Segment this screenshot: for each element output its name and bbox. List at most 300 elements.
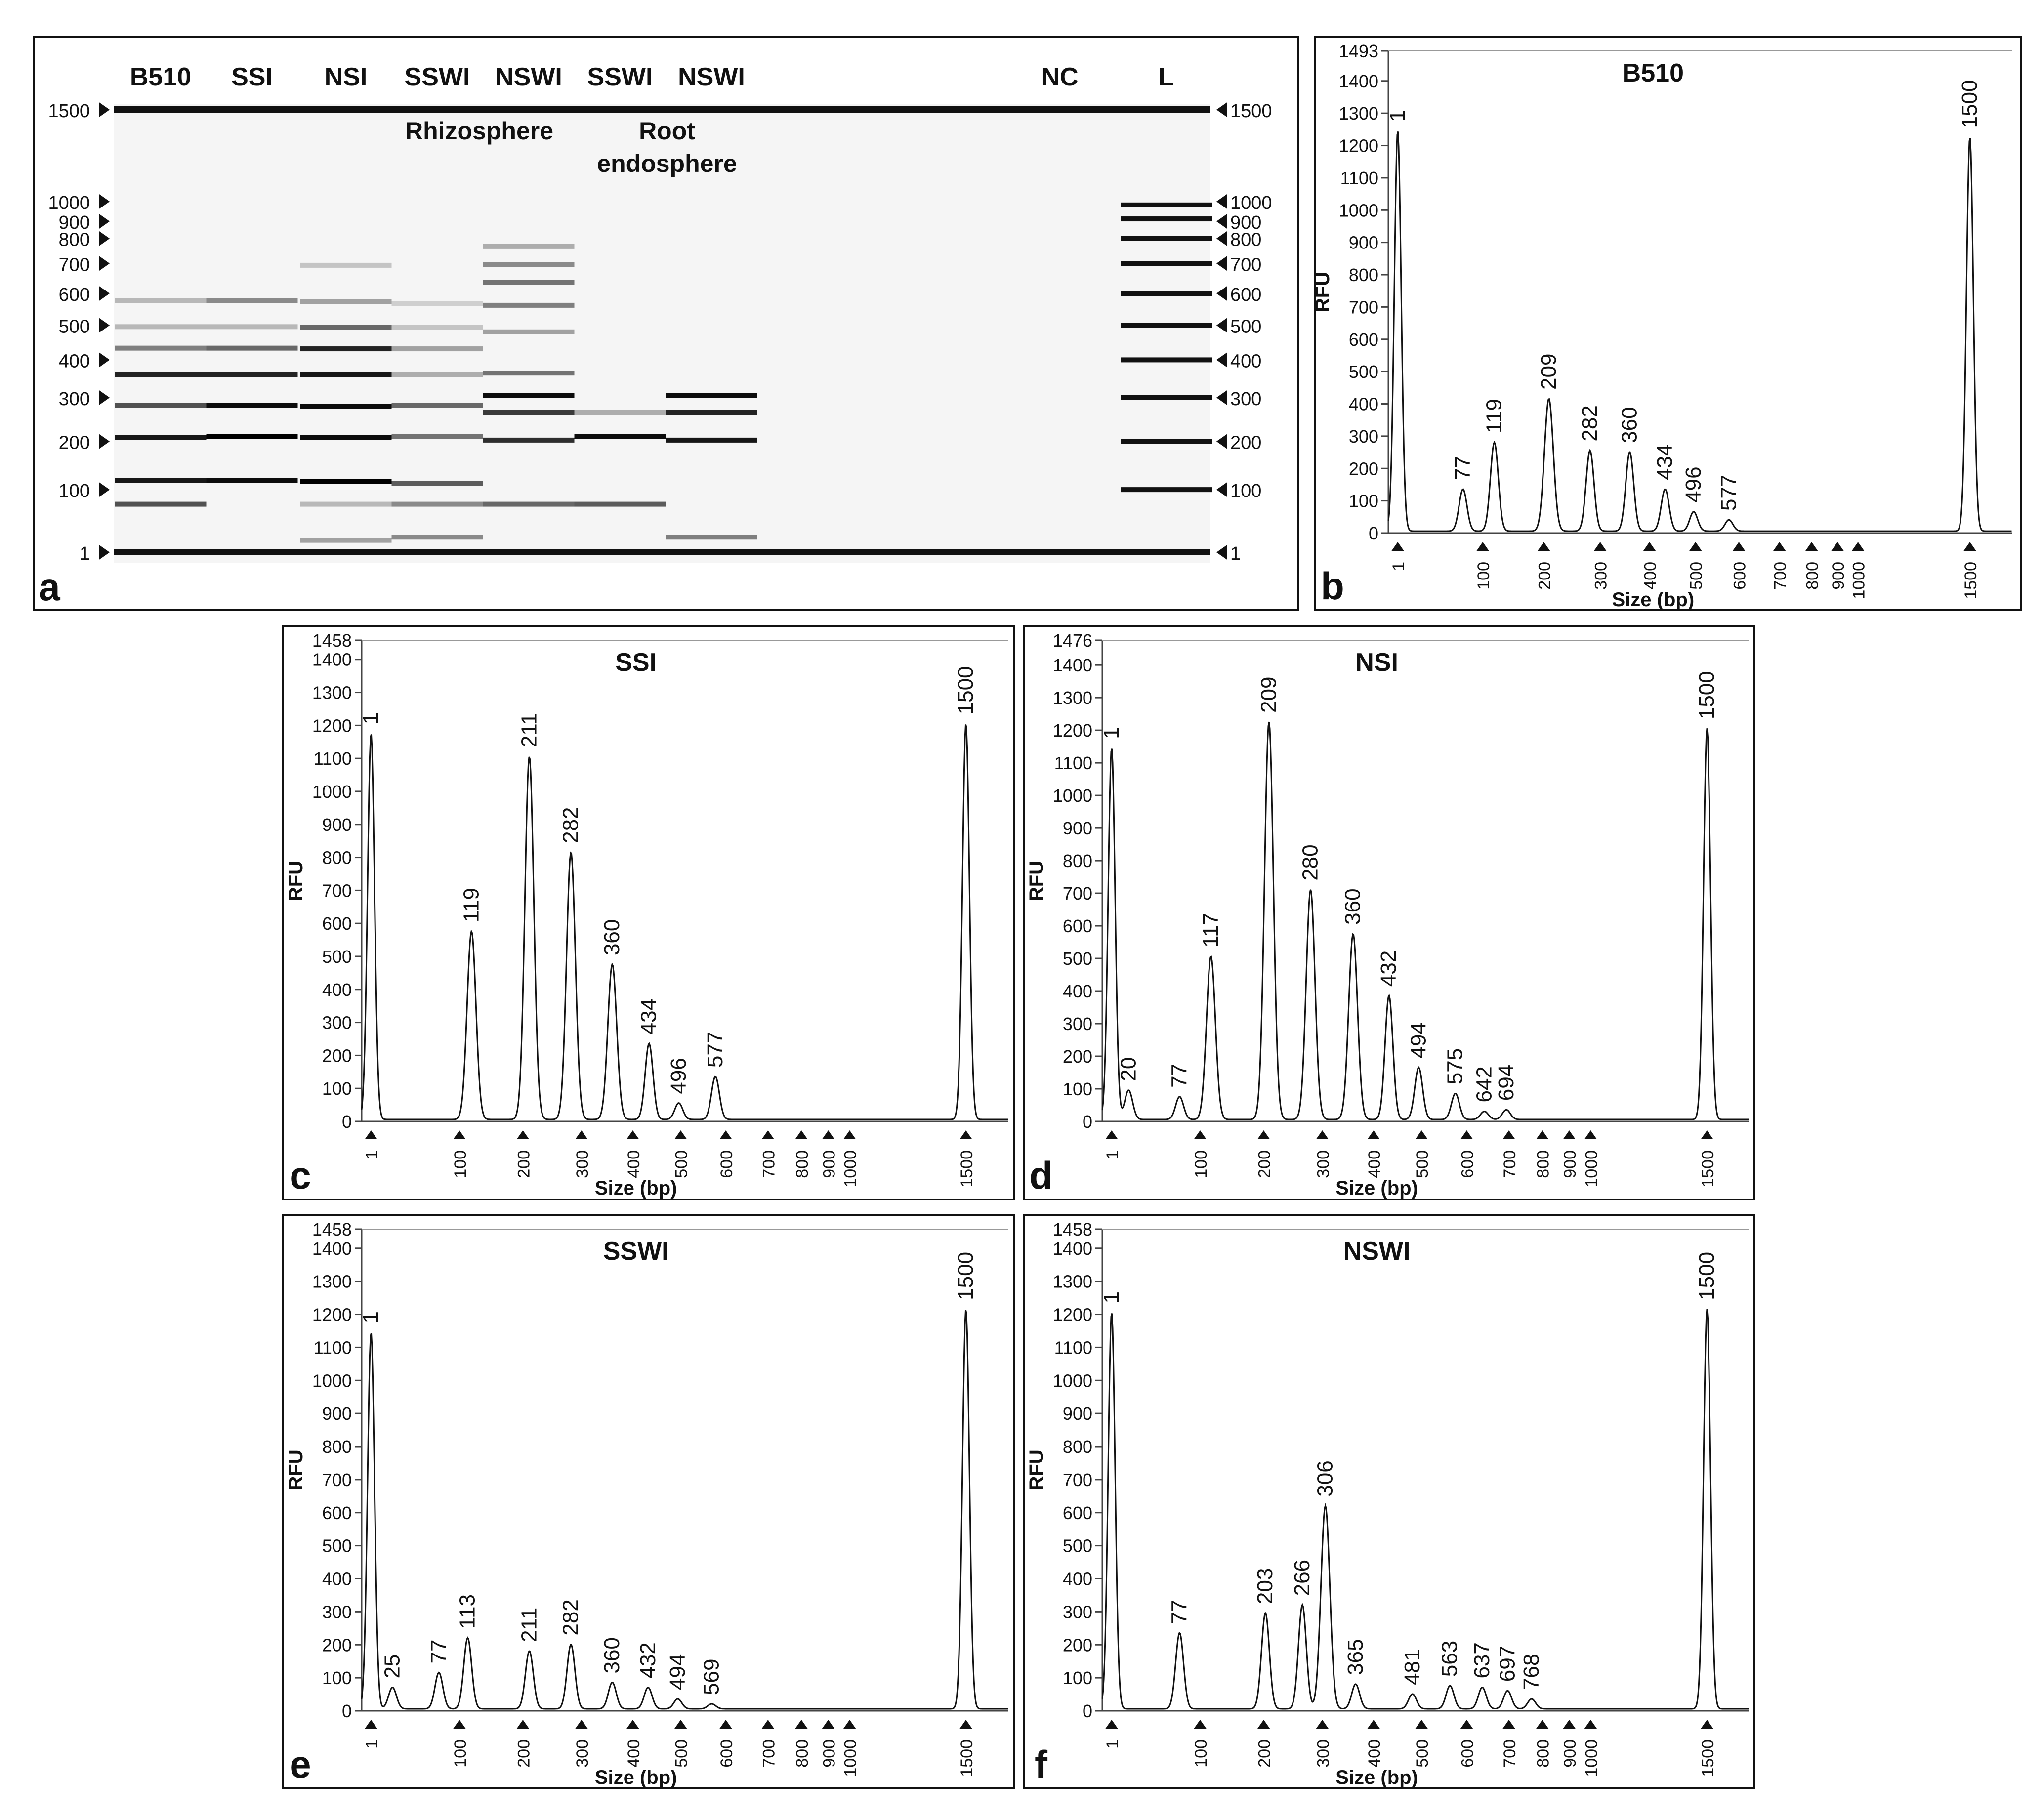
y-tick-label: 1400 xyxy=(1052,1238,1092,1259)
y-tick-label: 1100 xyxy=(313,1337,352,1358)
gel-band xyxy=(575,502,666,507)
size-mark-right: 900 xyxy=(1230,212,1262,234)
lane-label: L xyxy=(1158,63,1174,91)
size-mark-left: 600 xyxy=(58,285,90,306)
size-mark-left: 400 xyxy=(58,351,90,372)
size-mark-right: 200 xyxy=(1230,432,1262,454)
peak-label: 203 xyxy=(1253,1568,1278,1605)
gel-band xyxy=(575,434,666,439)
peak-label: 113 xyxy=(455,1594,480,1629)
x-tick-label: 1500 xyxy=(958,1150,976,1188)
peak-label: 211 xyxy=(517,1607,542,1642)
peak-label: 637 xyxy=(1470,1642,1495,1679)
size-mark-right: 800 xyxy=(1230,229,1262,250)
panel-letter: c xyxy=(290,1154,311,1197)
peak-label: 697 xyxy=(1495,1645,1520,1682)
y-tick-label: 1100 xyxy=(1340,167,1378,188)
gel-band xyxy=(207,478,298,483)
peak-label: 1 xyxy=(359,1311,383,1324)
y-tick-label: 100 xyxy=(1348,491,1378,511)
x-tick-label: 1000 xyxy=(1582,1150,1601,1188)
x-tick-label: 800 xyxy=(1534,1150,1553,1178)
y-max-label: 1458 xyxy=(1052,1219,1092,1240)
x-tick-label: 200 xyxy=(1255,1150,1274,1178)
peak-label: 1500 xyxy=(954,1251,978,1300)
x-tick-label: 900 xyxy=(1561,1739,1580,1768)
x-tick-label: 200 xyxy=(514,1739,534,1768)
peak-label: 577 xyxy=(703,1031,727,1068)
peak-label: 496 xyxy=(1681,466,1706,503)
x-tick-label: 900 xyxy=(1829,562,1848,590)
y-axis-label: RFU xyxy=(1312,271,1334,313)
peak-label: 1500 xyxy=(954,666,978,715)
y-tick-label: 1200 xyxy=(1338,135,1378,156)
x-tick-label: 300 xyxy=(1314,1150,1333,1178)
x-tick-label: 700 xyxy=(1771,562,1790,590)
y-tick-label: 1400 xyxy=(1052,655,1092,676)
y-tick-label: 1200 xyxy=(312,715,352,736)
size-mark-left: 200 xyxy=(58,432,90,454)
peak-label: 209 xyxy=(1256,676,1281,713)
panel-frame xyxy=(283,1215,1014,1788)
x-tick-label: 500 xyxy=(1413,1150,1432,1178)
x-tick-label: 400 xyxy=(1365,1739,1384,1768)
x-tick-label: 100 xyxy=(1192,1739,1211,1768)
peak-label: 432 xyxy=(635,1642,660,1679)
peak-label: 481 xyxy=(1400,1649,1424,1685)
peak-label: 119 xyxy=(459,888,484,923)
peak-label: 768 xyxy=(1519,1654,1544,1690)
peak-label: 25 xyxy=(380,1654,405,1679)
peak-label: 1 xyxy=(359,712,383,725)
peak-label: 117 xyxy=(1198,912,1223,948)
y-tick-label: 1100 xyxy=(1054,1337,1092,1358)
size-mark-left: 1 xyxy=(79,543,90,564)
chart-title: SSI xyxy=(615,648,657,677)
peak-label: 494 xyxy=(665,1654,690,1690)
gel-band xyxy=(392,325,483,330)
x-tick-label: 900 xyxy=(820,1150,839,1178)
y-tick-label: 400 xyxy=(1348,394,1378,414)
x-tick-label: 400 xyxy=(624,1150,643,1178)
lane-label: NSI xyxy=(324,63,368,91)
gel-band xyxy=(392,535,483,539)
y-tick-label: 700 xyxy=(322,1469,352,1490)
lane-label: NSWI xyxy=(678,63,745,91)
x-tick-label: 1500 xyxy=(958,1739,976,1777)
y-axis-label: RFU xyxy=(285,860,307,902)
y-max-label: 1458 xyxy=(312,630,352,651)
x-tick-label: 1 xyxy=(363,1739,381,1749)
x-tick-label: 100 xyxy=(451,1739,470,1768)
peak-label: 434 xyxy=(1653,444,1677,481)
x-tick-label: 300 xyxy=(573,1150,592,1178)
x-tick-label: 1000 xyxy=(841,1150,860,1188)
sample-group-label: Rhizosphere xyxy=(405,117,554,145)
y-tick-label: 800 xyxy=(322,847,352,868)
ladder-band xyxy=(1121,291,1212,296)
chart-title: B510 xyxy=(1622,59,1684,87)
gel-band xyxy=(483,262,575,267)
x-tick-label: 200 xyxy=(1255,1739,1274,1768)
ladder-band xyxy=(1121,216,1212,221)
x-tick-label: 400 xyxy=(624,1739,643,1768)
peak-label: 360 xyxy=(1617,407,1642,443)
gel-band xyxy=(392,301,483,306)
x-tick-label: 700 xyxy=(1500,1739,1519,1768)
size-mark-left: 800 xyxy=(58,229,90,250)
electropherogram-b xyxy=(1312,37,2021,611)
x-tick-label: 1000 xyxy=(1849,562,1869,599)
y-max-label: 1476 xyxy=(1052,630,1092,651)
upper-marker-band xyxy=(114,106,1210,113)
x-tick-label: 200 xyxy=(1535,562,1554,590)
peak-label: 1 xyxy=(1099,1291,1124,1304)
x-tick-label: 100 xyxy=(1474,562,1494,590)
y-tick-label: 800 xyxy=(1062,851,1092,871)
electropherogram-f xyxy=(1024,1215,1754,1788)
peak-label: 1500 xyxy=(1958,80,1982,128)
y-tick-label: 1100 xyxy=(1054,753,1092,774)
peak-label: 569 xyxy=(699,1658,724,1695)
peak-label: 575 xyxy=(1443,1048,1467,1085)
peak-label: 266 xyxy=(1290,1559,1314,1596)
gel-band xyxy=(207,324,298,329)
sample-group-label: Root xyxy=(639,117,695,145)
y-tick-label: 1200 xyxy=(1052,1304,1092,1325)
chart-title: NSWI xyxy=(1343,1237,1411,1266)
y-tick-label: 400 xyxy=(1062,1569,1092,1589)
y-tick-label: 300 xyxy=(1062,1014,1092,1034)
y-tick-label: 1000 xyxy=(1052,1370,1092,1391)
gel-band xyxy=(666,393,757,398)
size-mark-right: 100 xyxy=(1230,481,1262,502)
y-tick-label: 0 xyxy=(1368,523,1378,543)
y-tick-label: 800 xyxy=(1348,265,1378,286)
panel-frame xyxy=(1024,1215,1754,1788)
x-tick-label: 1 xyxy=(363,1150,381,1159)
x-tick-label: 600 xyxy=(717,1739,736,1768)
y-axis-label: RFU xyxy=(1026,1449,1047,1490)
size-mark-left: 300 xyxy=(58,388,90,410)
lane-label: SSWI xyxy=(587,63,653,91)
gel-band xyxy=(300,479,392,484)
gel-band xyxy=(300,299,392,304)
peak-label: 1 xyxy=(1099,727,1124,739)
gel-band xyxy=(300,325,392,330)
peak-label: 434 xyxy=(636,998,661,1035)
gel-band xyxy=(300,263,392,268)
size-mark-right: 600 xyxy=(1230,285,1262,306)
ladder-band xyxy=(1121,261,1212,266)
peak-label: 77 xyxy=(1167,1600,1192,1624)
y-tick-label: 600 xyxy=(1062,1502,1092,1523)
y-tick-label: 1200 xyxy=(1052,720,1092,741)
x-tick-label: 700 xyxy=(759,1150,779,1178)
chart-title: SSWI xyxy=(603,1237,669,1266)
gel-band xyxy=(392,372,483,377)
x-tick-label: 800 xyxy=(1534,1739,1553,1768)
y-tick-label: 1300 xyxy=(1052,688,1092,708)
panel-frame xyxy=(1024,626,1754,1200)
gel-band xyxy=(207,434,298,439)
peak-label: 77 xyxy=(1167,1063,1192,1088)
y-tick-label: 100 xyxy=(322,1668,352,1689)
y-max-label: 1458 xyxy=(312,1219,352,1240)
size-mark-right: 500 xyxy=(1230,316,1262,337)
size-mark-left: 500 xyxy=(58,316,90,337)
x-tick-label: 800 xyxy=(792,1150,812,1178)
ladder-band xyxy=(1121,357,1212,362)
panel-letter: a xyxy=(39,565,60,609)
ladder-band xyxy=(1121,203,1212,207)
lane-label: SSI xyxy=(231,63,273,91)
size-mark-left: 900 xyxy=(58,212,90,234)
gel-band xyxy=(300,346,392,351)
gel-band xyxy=(207,372,298,377)
gel-band xyxy=(115,478,207,483)
x-tick-label: 600 xyxy=(1458,1150,1477,1178)
y-tick-label: 0 xyxy=(341,1701,352,1721)
y-tick-label: 500 xyxy=(322,946,352,967)
peak-label: 306 xyxy=(1313,1460,1337,1497)
gel-band xyxy=(115,346,207,351)
y-tick-label: 700 xyxy=(1062,883,1092,904)
gel-band xyxy=(115,403,207,408)
y-max-label: 1493 xyxy=(1338,41,1378,61)
gel-band xyxy=(666,438,757,443)
size-mark-right: 1 xyxy=(1230,543,1241,564)
x-tick-label: 1500 xyxy=(1699,1150,1717,1188)
y-tick-label: 900 xyxy=(322,814,352,835)
x-tick-label: 300 xyxy=(1314,1739,1333,1768)
panel-letter: d xyxy=(1029,1154,1053,1197)
sample-group-label: endosphere xyxy=(597,150,737,177)
peak-label: 77 xyxy=(426,1639,451,1664)
y-tick-label: 600 xyxy=(322,1502,352,1523)
x-tick-label: 500 xyxy=(1413,1739,1432,1768)
peak-label: 282 xyxy=(558,1599,583,1636)
x-tick-label: 1500 xyxy=(1961,562,1980,599)
peak-label: 432 xyxy=(1376,950,1401,987)
y-tick-label: 200 xyxy=(1348,458,1378,479)
panel-letter: e xyxy=(290,1742,311,1786)
x-axis-label: Size (bp) xyxy=(1335,1177,1418,1199)
y-tick-label: 300 xyxy=(1062,1602,1092,1622)
ladder-band xyxy=(1121,236,1212,241)
y-tick-label: 300 xyxy=(322,1602,352,1622)
size-mark-left: 700 xyxy=(58,254,90,276)
gel-band xyxy=(300,435,392,440)
y-axis-label: RFU xyxy=(1026,860,1047,902)
y-axis-label: RFU xyxy=(285,1449,307,1490)
y-tick-label: 500 xyxy=(322,1535,352,1556)
size-mark-right: 1000 xyxy=(1230,192,1272,213)
gel-band xyxy=(115,324,207,329)
x-tick-label: 300 xyxy=(573,1739,592,1768)
y-tick-label: 300 xyxy=(1348,426,1378,447)
gel-band xyxy=(483,244,575,249)
x-tick-label: 1500 xyxy=(1699,1739,1717,1777)
peak-label: 1500 xyxy=(1695,1251,1719,1300)
panel-letter: f xyxy=(1035,1742,1047,1786)
gel-band xyxy=(300,404,392,409)
peak-label: 77 xyxy=(1451,456,1475,481)
gel-band xyxy=(483,330,575,334)
peak-label: 642 xyxy=(1472,1066,1497,1103)
gel-band xyxy=(115,502,207,507)
y-tick-label: 600 xyxy=(322,913,352,934)
gel-band xyxy=(483,280,575,285)
x-tick-label: 800 xyxy=(1803,562,1822,590)
x-axis-label: Size (bp) xyxy=(1612,589,1695,611)
y-tick-label: 900 xyxy=(322,1404,352,1424)
gel-band xyxy=(483,303,575,308)
gel-band xyxy=(300,372,392,377)
gel-band xyxy=(115,298,207,303)
y-tick-label: 800 xyxy=(1062,1437,1092,1457)
x-tick-label: 1 xyxy=(1103,1739,1122,1749)
gel-band xyxy=(207,346,298,351)
ladder-band xyxy=(1121,323,1212,328)
y-tick-label: 1200 xyxy=(312,1304,352,1325)
x-tick-label: 1 xyxy=(1389,562,1408,571)
gel-band xyxy=(483,393,575,398)
panel-frame xyxy=(1315,37,2021,610)
x-tick-label: 900 xyxy=(820,1739,839,1768)
gel-band xyxy=(483,502,575,507)
peak-label: 211 xyxy=(517,713,542,748)
gel-band xyxy=(392,434,483,439)
x-tick-label: 1000 xyxy=(841,1739,860,1777)
x-tick-label: 500 xyxy=(1687,562,1706,590)
y-tick-label: 1000 xyxy=(1338,200,1378,221)
gel-band xyxy=(483,438,575,443)
gel-panel xyxy=(34,37,1298,610)
x-tick-label: 300 xyxy=(1591,562,1611,590)
panel-frame xyxy=(283,626,1014,1200)
lane-label: NC xyxy=(1041,63,1079,91)
peak-label: 209 xyxy=(1536,353,1561,390)
y-tick-label: 1300 xyxy=(312,1271,352,1292)
gel-band xyxy=(392,502,483,507)
x-tick-label: 100 xyxy=(451,1150,470,1178)
y-tick-label: 600 xyxy=(1062,916,1092,937)
x-tick-label: 1 xyxy=(1103,1150,1122,1159)
electropherogram-c xyxy=(283,626,1014,1200)
x-tick-label: 700 xyxy=(759,1739,779,1768)
peak-label: 282 xyxy=(1578,405,1602,442)
gel-band xyxy=(392,481,483,486)
gel-band xyxy=(392,403,483,408)
ladder-band xyxy=(1121,439,1212,444)
electropherogram-e xyxy=(283,1215,1014,1788)
lane-label: SSWI xyxy=(404,63,470,91)
y-tick-label: 500 xyxy=(1348,362,1378,382)
size-mark-right: 400 xyxy=(1230,351,1262,372)
y-tick-label: 200 xyxy=(1062,1046,1092,1067)
y-tick-label: 1300 xyxy=(312,682,352,703)
gel-band xyxy=(207,298,298,303)
peak-label: 1500 xyxy=(1695,671,1719,720)
electropherogram-d xyxy=(1024,626,1754,1200)
panel-letter: b xyxy=(1321,564,1344,608)
size-mark-right: 700 xyxy=(1230,254,1262,276)
x-tick-label: 100 xyxy=(1192,1150,1211,1178)
y-tick-label: 400 xyxy=(1062,981,1092,1002)
gel-band xyxy=(207,403,298,408)
y-tick-label: 400 xyxy=(322,1569,352,1589)
peak-label: 280 xyxy=(1298,844,1323,881)
y-tick-label: 800 xyxy=(322,1437,352,1457)
chart-title: NSI xyxy=(1355,648,1398,677)
x-tick-label: 1000 xyxy=(1582,1739,1601,1777)
peak-label: 563 xyxy=(1437,1640,1462,1677)
gel-band xyxy=(300,502,392,507)
peak-label: 365 xyxy=(1343,1639,1368,1675)
y-tick-label: 1400 xyxy=(312,649,352,670)
y-tick-label: 1400 xyxy=(1338,71,1378,91)
y-tick-label: 100 xyxy=(1062,1668,1092,1689)
gel-band xyxy=(483,410,575,415)
y-tick-label: 400 xyxy=(322,979,352,1000)
lane-label: NSWI xyxy=(495,63,562,91)
gel-band xyxy=(666,410,757,415)
size-mark-left: 1500 xyxy=(48,101,90,122)
x-axis-label: Size (bp) xyxy=(1335,1767,1418,1788)
peak-label: 496 xyxy=(666,1058,691,1094)
y-tick-label: 1100 xyxy=(313,748,352,769)
y-tick-label: 300 xyxy=(322,1012,352,1033)
y-tick-label: 900 xyxy=(1348,232,1378,253)
peak-label: 360 xyxy=(600,1637,625,1674)
y-tick-label: 700 xyxy=(1348,297,1378,318)
x-tick-label: 600 xyxy=(717,1150,736,1178)
lower-marker-band xyxy=(114,549,1210,555)
y-tick-label: 1300 xyxy=(1338,103,1378,124)
gel-band xyxy=(483,371,575,375)
peak-label: 694 xyxy=(1494,1064,1518,1101)
x-axis-label: Size (bp) xyxy=(594,1767,677,1788)
x-tick-label: 900 xyxy=(1561,1150,1580,1178)
gel-band xyxy=(300,538,392,543)
y-tick-label: 1000 xyxy=(312,781,352,802)
peak-label: 282 xyxy=(558,807,583,843)
y-tick-label: 200 xyxy=(322,1045,352,1066)
x-tick-label: 400 xyxy=(1641,562,1660,590)
y-tick-label: 100 xyxy=(322,1078,352,1099)
x-tick-label: 600 xyxy=(1730,562,1750,590)
x-tick-label: 400 xyxy=(1365,1150,1384,1178)
y-tick-label: 1000 xyxy=(1052,786,1092,806)
y-tick-label: 700 xyxy=(1062,1469,1092,1490)
peak-label: 119 xyxy=(1482,399,1506,434)
peak-label: 360 xyxy=(600,919,625,956)
y-tick-label: 500 xyxy=(1062,949,1092,969)
y-tick-label: 200 xyxy=(322,1635,352,1655)
peak-label: 494 xyxy=(1406,1022,1431,1059)
x-tick-label: 200 xyxy=(514,1150,534,1178)
gel-band xyxy=(392,346,483,351)
x-tick-label: 800 xyxy=(792,1739,812,1768)
y-tick-label: 700 xyxy=(322,880,352,901)
gel-band xyxy=(666,535,757,539)
x-tick-label: 500 xyxy=(672,1739,691,1768)
y-tick-label: 1300 xyxy=(1052,1271,1092,1292)
y-tick-label: 0 xyxy=(341,1112,352,1132)
y-tick-label: 1000 xyxy=(312,1370,352,1391)
y-tick-label: 500 xyxy=(1062,1535,1092,1556)
